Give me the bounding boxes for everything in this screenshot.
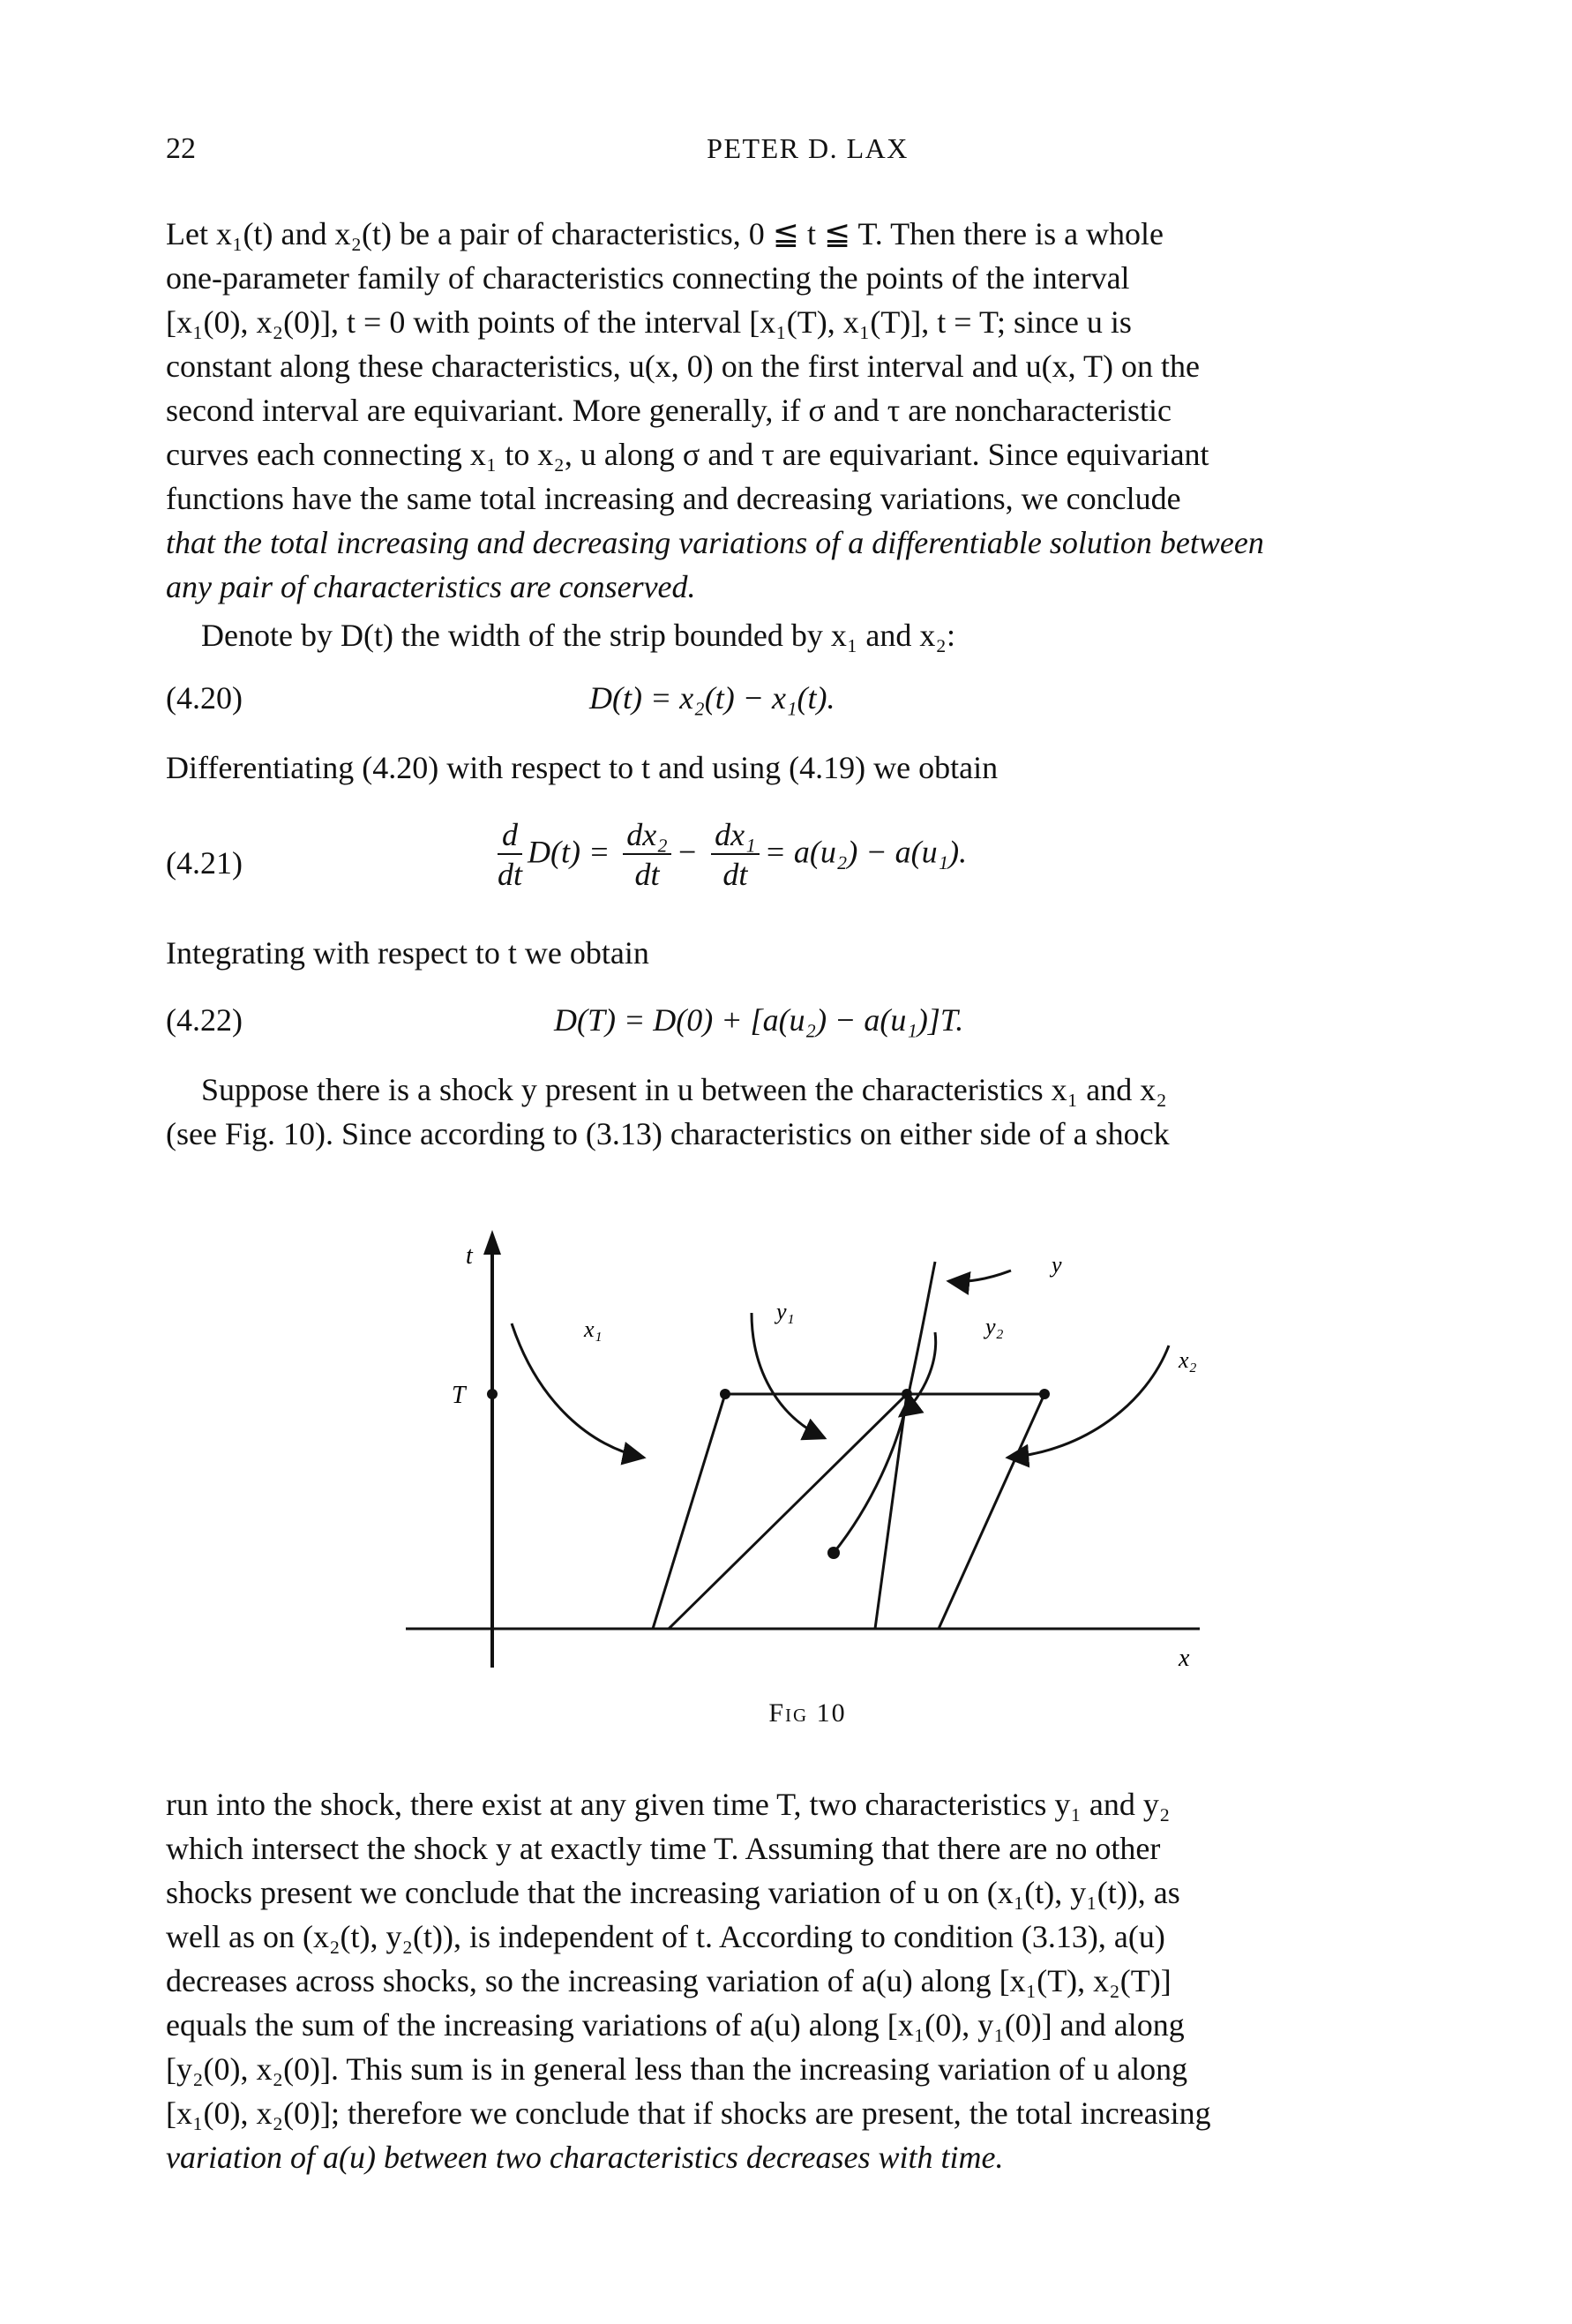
arrow-y1 <box>752 1313 825 1438</box>
paragraph-6 <box>166 1782 1449 2179</box>
text-line: decreases across shocks, so the increasing variation of a(u) along [x₁(T), x₂(T)] <box>166 1963 1172 1998</box>
t-axis-arrow-icon <box>483 1230 501 1255</box>
characteristic-x2 <box>939 1394 1044 1629</box>
arrow-y <box>948 1271 1011 1282</box>
T-tick-dot <box>487 1389 498 1399</box>
label-x2: x₂ <box>1179 1347 1197 1373</box>
label-y1: y₁ <box>776 1299 795 1324</box>
characteristic-y1 <box>669 1394 907 1629</box>
paragraph-5 <box>166 1068 1449 1156</box>
equation-4-21 <box>166 816 1449 913</box>
paragraph-2 <box>166 613 1449 657</box>
text-line: any pair of characteristics are conserved. <box>166 569 696 604</box>
label-T: T <box>452 1382 466 1409</box>
page-header <box>166 132 1449 176</box>
text-line: equals the sum of the increasing variations of a(u) along [x₁(0), y₁(0)] and along <box>166 2007 1185 2043</box>
fraction-dx1-dt: $\frac{\text{dx₁}}{dt}$ <box>711 816 760 894</box>
text-line: shocks present we conclude that the increasing variation of u on (x₁(t), y₁(t)), as <box>166 1875 1180 1910</box>
text-line: Let x₁(t) and x₂(t) be a pair of characteristics, 0 ≦ t ≦ T. Then there is a whole <box>166 216 1164 251</box>
equation-body: D(t) = x₂(t) − x₁(t). <box>589 680 835 716</box>
characteristic-x1 <box>653 1394 725 1629</box>
equation-body: D(T) = D(0) + [a(u₂) − a(u₁)]T. <box>554 1002 964 1038</box>
fraction-d-dt: $\frac{d}{dt}$ <box>498 817 523 892</box>
text-line: well as on (x₂(t), y₂(t)), is independent of t. According to condition (3.13), a(u) <box>166 1919 1165 1954</box>
text-line: [y₂(0), x₂(0)]. This sum is in general less than the increasing variation of u along <box>166 2051 1188 2087</box>
shock-curve-y <box>834 1262 935 1553</box>
text-line: constant along these characteristics, u(x, 0) on the first interval and u(x, T) on the <box>166 349 1200 384</box>
text-line: [x₁(0), x₂(0)]; therefore we conclude that if shocks are present, the total increasing <box>166 2095 1211 2131</box>
label-x1: x₁ <box>584 1316 603 1342</box>
text-line: Denote by D(t) the width of the strip bounded by x₁ and x₂: <box>201 618 955 653</box>
text-line: (see Fig. 10). Since according to (3.13) characteristics on either side of a shock <box>166 1116 1170 1151</box>
equation-number: (4.21) <box>166 845 243 881</box>
label-t: t <box>466 1242 473 1270</box>
text-line: second interval are equivariant. More generally, if σ and τ are noncharacteristic <box>166 393 1172 428</box>
label-x: x <box>1179 1645 1190 1672</box>
equation-body: $\frac{d}{dt}$ D(t) = $\frac{\text{dx₂}}{dt}$ − $\frac{\text{dx₁}}{dt}$ = a(u₂) − a(u₁). <box>498 817 968 892</box>
text-line: run into the shock, there exist at any given time T, two characteristics y₁ and y₂ <box>166 1787 1171 1822</box>
paragraph-1 <box>166 212 1449 609</box>
shock-start-dot <box>827 1547 840 1559</box>
text-line: Suppose there is a shock y present in u between the characteristics x₁ and x₂ <box>201 1072 1167 1107</box>
characteristic-y2 <box>875 1394 907 1629</box>
page-number: 22 <box>166 132 196 165</box>
arrow-x2 <box>1007 1346 1169 1458</box>
text-line: variation of a(u) between two characteristics decreases with time. <box>166 2140 1004 2175</box>
text-line: that the total increasing and decreasing variations of a differentiable solution between <box>166 525 1264 560</box>
label-y: y <box>1052 1252 1062 1278</box>
text-line: [x₁(0), x₂(0)], t = 0 with points of the interval [x₁(T), x₁(T)], t = T; since u is <box>166 304 1132 340</box>
text-line: which intersect the shock y at exactly time T. Assuming that there are no other <box>166 1831 1161 1866</box>
text-line: one-parameter family of characteristics connecting the points of the interval <box>166 260 1130 296</box>
figure-10 <box>388 1226 1217 1694</box>
arrow-x1 <box>512 1323 644 1458</box>
equation-number: (4.20) <box>166 680 243 716</box>
label-y2: y₂ <box>985 1314 1004 1339</box>
text-line: functions have the same total increasing and decreasing variations, we conclude <box>166 481 1181 516</box>
text-line: Integrating with respect to t we obtain <box>166 935 649 971</box>
text-line: curves each connecting x₁ to x₂, u along σ and τ are equivariant. Since equivariant <box>166 437 1209 472</box>
text-line: Differentiating (4.20) with respect to t and using (4.19) we obtain <box>166 750 999 785</box>
running-head: PETER D. LAX <box>707 132 909 164</box>
paragraph-3 <box>166 746 1449 790</box>
equation-number: (4.22) <box>166 1002 243 1038</box>
figure-caption: Fig 10 <box>768 1698 847 1728</box>
fraction-dx2-dt: $\frac{\text{dx₂}}{dt}$ <box>623 816 671 894</box>
paragraph-4 <box>166 931 1449 975</box>
